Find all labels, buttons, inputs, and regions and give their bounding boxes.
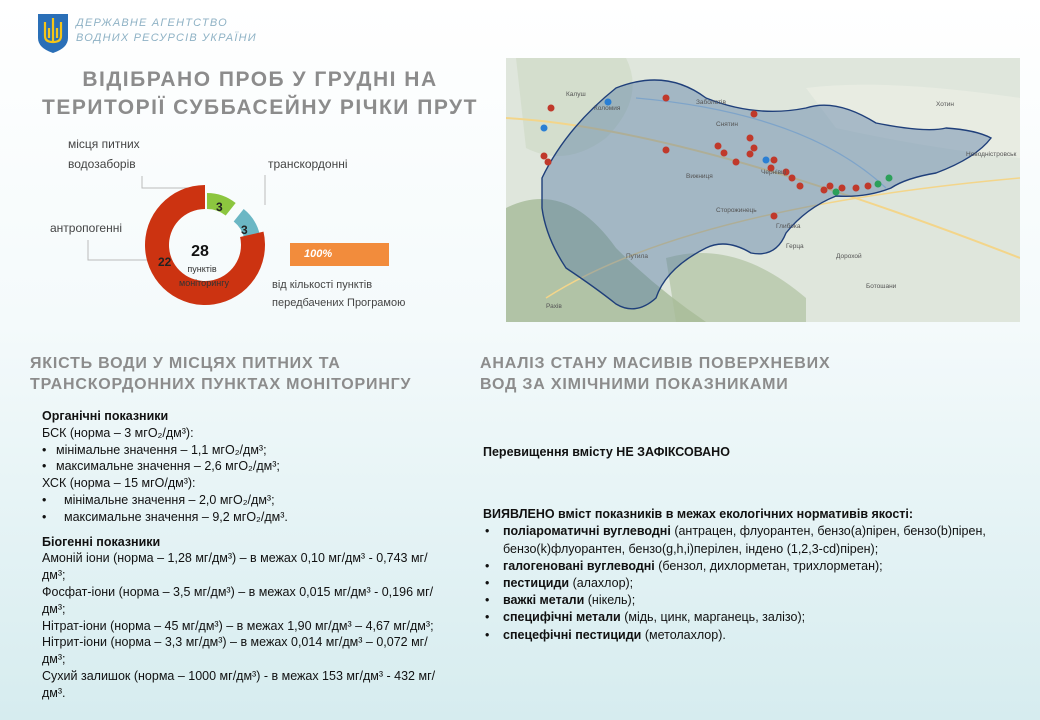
map-pin <box>747 135 754 142</box>
bsk-max: • максимальне значення – 2,6 мгО₂/дм³; <box>42 458 442 475</box>
detected-item <box>483 575 1023 592</box>
section-title-line-1: АНАЛІЗ СТАНУ МАСИВІВ ПОВЕРХНЕВИХ <box>480 355 831 372</box>
donut-caption-2: моніторингу <box>179 278 229 288</box>
label-anthropogenic: антропогенні <box>50 221 123 235</box>
bsk-min: • мінімальне значення – 1,1 мгО₂/дм³; <box>42 442 442 459</box>
map-place-label: Ботошани <box>866 283 897 290</box>
map-pin <box>771 213 778 220</box>
label-drinking-water: місця питних водозаборів <box>68 137 140 171</box>
label-transboundary: транскордонні <box>268 157 348 171</box>
map-pin <box>548 105 555 112</box>
map-place-label: Рахів <box>546 303 562 310</box>
section-title-line-2: ТРАНСКОРДОННИХ ПУНКТАХ МОНІТОРИНГУ <box>30 376 412 393</box>
water-quality-indicators <box>42 408 442 702</box>
section-title-line-2: ВОД ЗА ХІМІЧНИМИ ПОКАЗНИКАМИ <box>480 376 789 393</box>
map-place-label: Путила <box>626 253 648 260</box>
coverage-note <box>272 276 405 312</box>
detected-item-name: галогеновані вуглеводні <box>503 558 655 573</box>
map-place-label: Чернівці <box>761 169 787 176</box>
map-place-label: Дорохой <box>836 253 862 260</box>
ammonium-range: Амоній іони (норма – 1,28 мг/дм³) – в межах 0,10 мг/дм³ - 0,743 мг/дм³; <box>42 551 428 583</box>
section-title-line-1: ЯКІСТЬ ВОДИ У МІСЦЯХ ПИТНИХ ТА <box>30 355 341 372</box>
map-place-label: Снятин <box>716 121 739 128</box>
map-pin <box>821 187 828 194</box>
map-pin <box>541 125 548 132</box>
map-place-label: Новодністровськ <box>966 151 1017 158</box>
detected-item-name: поліароматичні вуглеводні <box>503 524 671 539</box>
detected-item <box>483 558 1023 575</box>
dry-residue-range: Сухий залишок (норма – 1000 мг/дм³) - в межах 153 мг/дм³ - 432 мг/дм³. <box>42 668 436 700</box>
map-pin <box>545 159 552 166</box>
detected-item-details: (алахлор); <box>569 576 634 591</box>
map-pin <box>839 185 846 192</box>
map-pin <box>833 189 840 196</box>
page-title <box>30 66 490 122</box>
section-title-water-quality <box>30 353 411 395</box>
map-pin <box>797 183 804 190</box>
agency-name <box>76 16 257 46</box>
map-place-label: Заболотів <box>696 99 726 106</box>
phosphate-range: Фосфат-іони (норма – 3,5 мг/дм³) – в межах 0,015 мг/дм³ - 0,196 мг/дм³; <box>42 584 434 616</box>
bsk-norm: БСК (норма – 3 мгО₂/дм³): <box>42 425 194 440</box>
section-title-chemical-analysis <box>480 353 830 395</box>
map-pin <box>875 181 882 188</box>
hsk-max: • максимальне значення – 9,2 мгО₂/дм³. <box>42 509 442 526</box>
detected-list <box>483 523 1023 643</box>
agency-line-2: ВОДНИХ РЕСУРСІВ УКРАЇНИ <box>76 32 257 44</box>
map-pin <box>721 150 728 157</box>
map-pin <box>541 153 548 160</box>
detected-item-details: (мідь, цинк, марганець, залізо); <box>620 610 806 625</box>
organic-header: Органічні показники <box>42 409 169 423</box>
title-line-2: ТЕРИТОРІЇ СУББАСЕЙНУ РІЧКИ ПРУТ <box>42 96 478 119</box>
map-pin <box>663 95 670 102</box>
map-pin <box>789 175 796 182</box>
chemical-analysis-results <box>483 444 1023 644</box>
map-place-label: Глибока <box>776 223 801 230</box>
map-place-label: Хотин <box>936 101 954 108</box>
detected-item-details: (метолахлор). <box>641 627 726 642</box>
detected-item <box>483 523 1023 557</box>
map-pin <box>865 183 872 190</box>
hsk-norm: ХСК (норма – 15 мгО/дм³): <box>42 476 196 491</box>
map-pin <box>715 143 722 150</box>
map-pin <box>733 159 740 166</box>
detected-item-name: спецефічні пестициди <box>503 627 642 642</box>
detected-item <box>483 592 1023 609</box>
segment-value-drinking: 3 <box>216 200 223 214</box>
segment-value-anthropogenic: 22 <box>158 255 172 269</box>
coverage-note-line-2: передбачених Програмою <box>272 297 406 309</box>
map-pin <box>827 183 834 190</box>
map-pin <box>751 111 758 118</box>
detected-item-name: важкі метали <box>503 593 585 608</box>
detected-item-name: пестициди <box>503 576 570 591</box>
map-pin <box>751 145 758 152</box>
coverage-note-line-1: від кількості пунктів <box>272 279 373 291</box>
map-pin <box>886 175 893 182</box>
map-place-label: Коломия <box>594 105 621 112</box>
detected-header: ВИЯВЛЕНО вміст показників в межах екологічних нормативів якості: <box>483 507 914 522</box>
donut-total: 28 <box>191 243 209 260</box>
segment-value-transboundary: 3 <box>241 223 248 237</box>
nitrate-range: Нітрат-іони (норма – 45 мг/дм³) – в межах 1,90 мг/дм³ – 4,67 мг/дм³; <box>42 618 434 633</box>
monitoring-points-donut <box>140 180 270 310</box>
map-place-label: Герца <box>786 243 804 250</box>
hsk-min: • мінімальне значення – 2,0 мгО₂/дм³; <box>42 492 442 509</box>
map-place-label: Калуш <box>566 91 586 98</box>
agency-line-1: ДЕРЖАВНЕ АГЕНТСТВО <box>76 17 228 29</box>
detected-item <box>483 627 1023 644</box>
nitrite-range: Нітрит-іони (норма – 3,3 мг/дм³) – в межах 0,014 мг/дм³ – 0,072 мг/дм³; <box>42 635 428 667</box>
map-pin <box>747 151 754 158</box>
map-pin <box>853 185 860 192</box>
map-pin <box>763 157 770 164</box>
map-pin <box>771 157 778 164</box>
title-line-1: ВІДІБРАНО ПРОБ У ГРУДНІ НА <box>82 68 438 91</box>
prut-subbasin-map <box>506 58 1020 322</box>
trident-logo-icon <box>36 12 70 54</box>
map-place-label: Вижниця <box>686 173 713 180</box>
coverage-percent-badge: 100% <box>290 243 389 266</box>
detected-item-details: (антрацен, флуорантен, бензо(а)пірен, бензо(b)пірен, бензо(k)флуорантен, бензо(g,h,i)перілен, індено (1,2,3-cd)пірен); <box>503 524 986 556</box>
map-place-label: Сторожинець <box>716 207 757 214</box>
map-pin <box>663 147 670 154</box>
detected-item-name: специфічні метали <box>503 610 621 625</box>
detected-item <box>483 609 1023 626</box>
exceedance-status: Перевищення вмісту НЕ ЗАФІКСОВАНО <box>483 445 730 459</box>
biogenic-header: Біогенні показники <box>42 534 161 549</box>
detected-item-details: (бензол, дихлорметан, трихлорметан); <box>654 558 883 573</box>
detected-item-details: (нікель); <box>584 593 636 608</box>
donut-caption-1: пунктів <box>187 264 217 274</box>
